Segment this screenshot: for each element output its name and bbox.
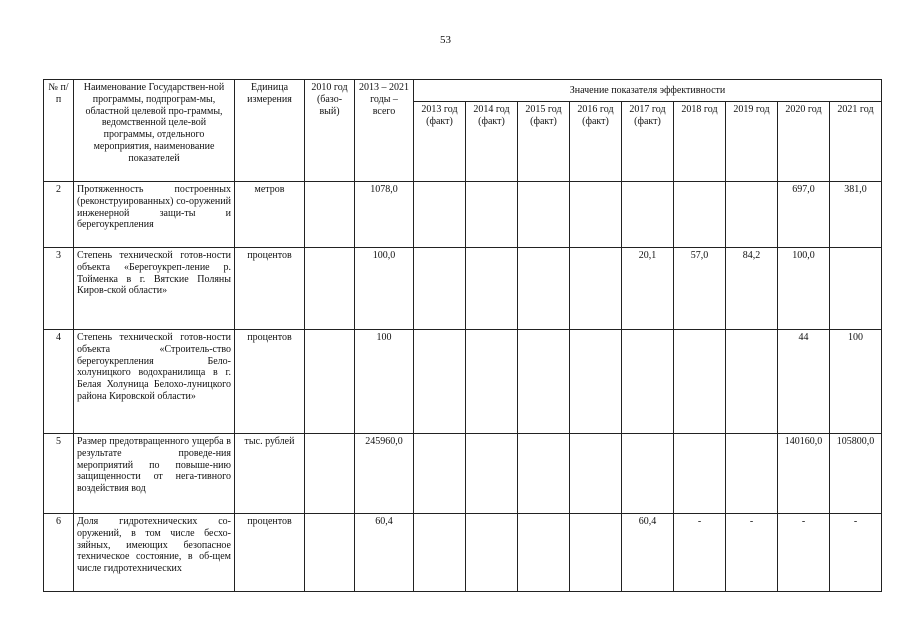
row-value bbox=[674, 182, 726, 248]
row-value: 20,1 bbox=[622, 248, 674, 330]
row-value bbox=[726, 182, 778, 248]
row-value: 44 bbox=[778, 330, 830, 434]
row-value bbox=[414, 514, 466, 592]
row-name: Степень технической готов-ности объекта «Берегоукреп-ление р. Тойменка в г. Вятские Поляны Киров-ской области» bbox=[74, 248, 235, 330]
row-base bbox=[305, 248, 355, 330]
row-base bbox=[305, 330, 355, 434]
table-row bbox=[44, 434, 882, 514]
row-num: 4 bbox=[44, 330, 74, 434]
row-value bbox=[830, 248, 882, 330]
header-year: 2019 год bbox=[726, 102, 778, 182]
row-value: - bbox=[726, 514, 778, 592]
table-row bbox=[44, 182, 882, 248]
header-year: 2013 год (факт) bbox=[414, 102, 466, 182]
row-total: 60,4 bbox=[355, 514, 414, 592]
header-year: 2016 год (факт) bbox=[570, 102, 622, 182]
row-value: 105800,0 bbox=[830, 434, 882, 514]
row-value bbox=[570, 514, 622, 592]
row-value bbox=[570, 182, 622, 248]
table-row bbox=[44, 330, 882, 434]
page-number: 53 bbox=[440, 34, 451, 46]
row-num: 3 bbox=[44, 248, 74, 330]
row-value: - bbox=[674, 514, 726, 592]
header-year: 2017 год (факт) bbox=[622, 102, 674, 182]
row-value bbox=[622, 330, 674, 434]
row-total: 1078,0 bbox=[355, 182, 414, 248]
row-total: 100 bbox=[355, 330, 414, 434]
row-num: 6 bbox=[44, 514, 74, 592]
header-base: 2010 год (базо-вый) bbox=[305, 80, 355, 182]
header-year: 2014 год (факт) bbox=[466, 102, 518, 182]
row-value bbox=[518, 330, 570, 434]
row-value bbox=[622, 434, 674, 514]
row-name: Протяженность построенных (реконструированных) со-оружений инженерной защи-ты и берегоукрепления bbox=[74, 182, 235, 248]
header-name: Наименование Государствен-ной программы, подпрограм-мы, областной целевой про-граммы, ведомственной целе-вой программы, отдельного мероприятия, наименование показателей bbox=[74, 80, 235, 182]
row-value: 100 bbox=[830, 330, 882, 434]
row-value bbox=[726, 434, 778, 514]
row-value bbox=[622, 182, 674, 248]
row-value bbox=[414, 248, 466, 330]
header-year: 2015 год (факт) bbox=[518, 102, 570, 182]
header-total: 2013 – 2021 годы – всего bbox=[355, 80, 414, 182]
row-value: 84,2 bbox=[726, 248, 778, 330]
row-value bbox=[570, 330, 622, 434]
header-year: 2018 год bbox=[674, 102, 726, 182]
table-row bbox=[44, 514, 882, 592]
row-value: - bbox=[830, 514, 882, 592]
row-value bbox=[570, 248, 622, 330]
header-year: 2020 год bbox=[778, 102, 830, 182]
row-value: 140160,0 bbox=[778, 434, 830, 514]
row-total: 245960,0 bbox=[355, 434, 414, 514]
row-value: 100,0 bbox=[778, 248, 830, 330]
row-unit: процентов bbox=[235, 514, 305, 592]
row-value bbox=[466, 182, 518, 248]
row-value bbox=[414, 182, 466, 248]
row-value: 60,4 bbox=[622, 514, 674, 592]
row-unit: процентов bbox=[235, 248, 305, 330]
row-num: 5 bbox=[44, 434, 74, 514]
row-value bbox=[466, 514, 518, 592]
table-row bbox=[44, 248, 882, 330]
row-value bbox=[518, 182, 570, 248]
indicator-table bbox=[43, 79, 882, 592]
row-value bbox=[466, 248, 518, 330]
header-num: № п/п bbox=[44, 80, 74, 182]
row-value bbox=[570, 434, 622, 514]
row-num: 2 bbox=[44, 182, 74, 248]
row-base bbox=[305, 182, 355, 248]
row-value bbox=[518, 248, 570, 330]
row-value bbox=[726, 330, 778, 434]
row-value: 697,0 bbox=[778, 182, 830, 248]
row-name: Доля гидротехнических со-оружений, в том числе бесхо-зяйных, имеющих безопасное техническое состояние, в об-щем числе гидротехнических bbox=[74, 514, 235, 592]
row-value bbox=[674, 434, 726, 514]
row-value: 57,0 bbox=[674, 248, 726, 330]
row-value: - bbox=[778, 514, 830, 592]
row-value bbox=[414, 434, 466, 514]
row-value bbox=[466, 434, 518, 514]
row-name: Размер предотвращенного ущерба в результате проведе-ния мероприятий по повыше-нию защищенности от нега-тивного воздействия вод bbox=[74, 434, 235, 514]
row-base bbox=[305, 434, 355, 514]
header-group: Значение показателя эффективности bbox=[414, 80, 882, 102]
row-unit: процентов bbox=[235, 330, 305, 434]
row-value: 381,0 bbox=[830, 182, 882, 248]
row-total: 100,0 bbox=[355, 248, 414, 330]
row-value bbox=[674, 330, 726, 434]
row-value bbox=[518, 514, 570, 592]
header-row-1 bbox=[44, 80, 882, 102]
row-value bbox=[414, 330, 466, 434]
header-year: 2021 год bbox=[830, 102, 882, 182]
row-name: Степень технической готов-ности объекта «Строитель-ство берегоукрепления Бело-холуницкого водохранилища в г. Белая Холуница Белохо-луницкого района Кировской области» bbox=[74, 330, 235, 434]
row-value bbox=[466, 330, 518, 434]
row-unit: тыс. рублей bbox=[235, 434, 305, 514]
row-unit: метров bbox=[235, 182, 305, 248]
row-base bbox=[305, 514, 355, 592]
header-unit: Единица измерения bbox=[235, 80, 305, 182]
row-value bbox=[518, 434, 570, 514]
